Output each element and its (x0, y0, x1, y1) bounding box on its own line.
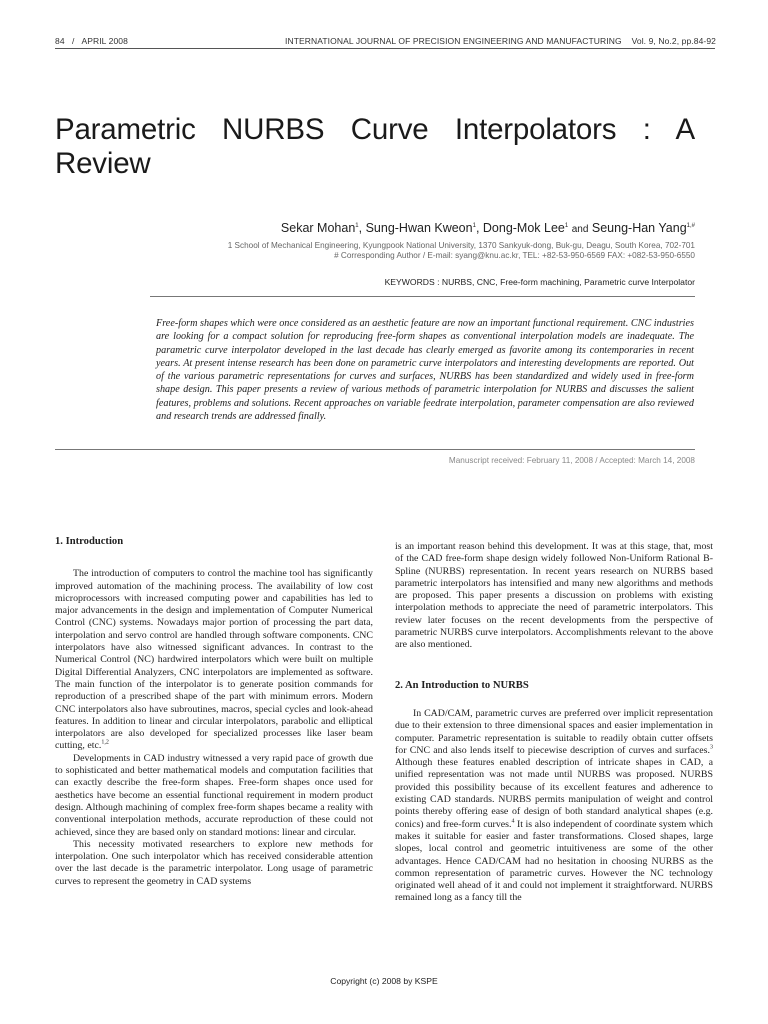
author-name: Sekar Mohan (280, 221, 356, 235)
header-rule (55, 48, 715, 49)
abstract: Free-form shapes which were once considered as an aesthetic feature are now an important functional requirement. CNC industries are looking for a compact solution for reproducing free-form shapes as conventional interpolation models are inadequate. The parametric curve interpolator developed in the last decade has clearly emerged as favorite among its contemporaries in recent years. At present intense research has been done on parametric curve interpolators and interesting developments are reported. Out of the various parametric representations for curves and surfaces, NURBS has been standardized and widely used in free-form shape design. This paper presents a review of various methods of parametric interpolation for NURBS and discusses the salient features, problems and solutions. Recent approaches on variable feedrate interpolation, parameter compensation are also reviewed and research trends are addressed finally. (156, 318, 694, 423)
author-affiliation-mark: 1,# (686, 222, 695, 229)
abstract-rule (55, 449, 695, 450)
section-heading: 1. Introduction (55, 536, 124, 547)
right-column (395, 541, 713, 905)
citation: 1,2 (101, 740, 109, 747)
keywords-rule (150, 296, 695, 297)
journal-name: INTERNATIONAL JOURNAL OF PRECISION ENGINEERING AND MANUFACTURING (285, 36, 622, 46)
header-separator: / (72, 36, 75, 46)
paragraph: is an important reason behind this development. It was at this stage, that, most of the CAD free-form shape design widely followed Non-Uniform Rational B-Spline (NURBS) representation. In recent years research on NURBS based parametric interpolators has intensified and many new algorithms and methods are proposed. This paper presents a discussion on problems with existing interpolation methods to appreciate the need of parametric interpolators. This review later focuses on the recent developments from the perspective of parametric NURBS curve interpolators. Accomplishments relevant to the above are also mentioned. (395, 541, 713, 651)
author-affiliation-mark: 1 (472, 222, 476, 229)
page-number: 84 (55, 36, 65, 46)
author-name: Seung-Han Yang (591, 221, 687, 235)
author-affiliation-mark: 1 (355, 222, 359, 229)
manuscript-dates: Manuscript received: February 11, 2008 / Accepted: March 14, 2008 (448, 456, 695, 465)
copyright-footer: Copyright (c) 2008 by KSPE (330, 976, 438, 986)
affiliation: 1 School of Mechanical Engineering, Kyungpook National University, 1370 Sankyuk-dong, Buk-gu, Deagu, South Korea, 702-701 (227, 241, 695, 250)
header-left (55, 36, 128, 46)
author-conjunction: and (571, 224, 589, 235)
author-affiliation-mark: 1 (564, 222, 569, 229)
section-heading: 2. An Introduction to NURBS (395, 679, 529, 691)
keywords: KEYWORDS : NURBS, CNC, Free-form machining, Parametric curve Interpolator (384, 277, 695, 287)
header-right (285, 36, 716, 46)
paper-title: Parametric NURBS Curve Interpolators : A Review (55, 113, 695, 180)
issue-date: APRIL 2008 (81, 36, 128, 46)
author-name: Sung-Hwan Kweon (365, 221, 473, 235)
volume-info: Vol. 9, No.2, pp.84-92 (631, 36, 716, 46)
left-column (55, 536, 373, 888)
author-name: Dong-Mok Lee (482, 221, 565, 235)
citation: 3 (710, 744, 713, 751)
author-list: Sekar Mohan$^1$, Sung-Hwan Kweon$^1$, Dong-Mok Lee$^1$ and Seung-Han Yang$^{1,\#}$ (280, 221, 695, 235)
paragraph: Developments in CAD industry witnessed a very rapid pace of growth due to sophisticated and better mathematical models and computation facilities that can exactly describe the free-form shapes. Free-form shapes once used for aesthetics have become an essential functional requirement in modern product design. Although machining of complex free-form shapes became a reality with conventional interpolation methods, accurate reproduction of these could not achieved, since they are based only on standard motions: linear and circular. (55, 752, 373, 838)
paragraph: In CAD/CAM, parametric curves are preferred over implicit representation due to their extension to three dimensional spaces and easier implementation in computer. Parametric representation is suitable to readily obtain cutter offsets for CNC and also lends itself to piecewise description of curves and surfaces.$^3$ Although these features enabled description of intricate shapes in CAD, a unified representation was not made until NURBS was proposed. NURBS provided this possibility because of its excellent features and adherence to existing CAD standards. NURBS permits manipulation of weight and control points thereby offering ease of design of both standard analytical shapes (e.g. conics) and free-form curves.$^4$ It is also independent of coordinate system which makes it suitable for easier and faster transformations. Closed shapes, large slopes, local control and geometric intuitiveness are some of the other advantages. Hence CAD/CAM had no hesitation in choosing NURBS as the common representation of parametric curves. However the NC technology originated well ahead of it and could not implement it straightforward. NURBS remained long as a fancy till the (395, 707, 713, 904)
corresponding-author: # Corresponding Author / E-mail: syang@knu.ac.kr, TEL: +82-53-950-6569 FAX: +082-53-950-6550 (334, 251, 695, 260)
paragraph: The introduction of computers to control the machine tool has significantly improved automation of the machining process. The availability of low cost microprocessors with increased computing power and capabilities has led to major advancements in the design and implementation of Computer Numerical Control (CNC) systems. Nowadays major portion of processing the part data, interpolation and servo control are handled through software components. CNC interpolators have also witnessed significant advances. In contrast to the Numerical Control (NC) hardwired interpolators which were built on multiple Digital Differential Analyzers, CNC interpolators are implemented as software. The main function of the interpolator is to generate position commands for reproduction of a prescribed shape of the part with minimum errors. Modern CNC interpolators also have subroutines, macros, special cycles and look-ahead features. In addition to linear and circular interpolators, parabolic and elliptical interpolators are also developed for specialized processes like laser beam cutting, etc.$^{1,2}$ (55, 568, 373, 752)
citation: 4 (511, 818, 515, 825)
paragraph: This necessity motivated researchers to explore new methods for interpolation. One such interpolator which has received considerable attention over the last decade is the parametric interpolator. Long usage of parametric curves to represent the geometry in CAD systems (55, 838, 373, 887)
